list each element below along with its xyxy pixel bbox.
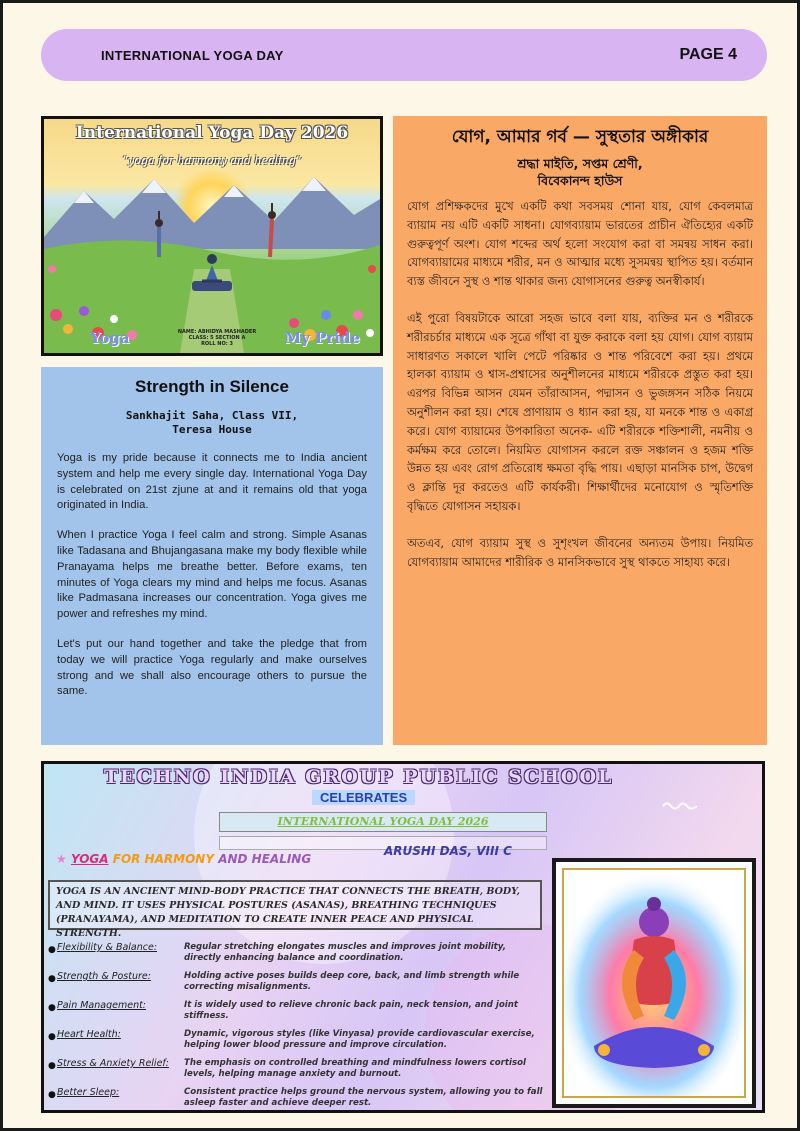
benefit-description: The emphasis on controlled breathing and mindfulness lowers cortisol levels, helping manage anxiety and burnout. — [184, 1058, 526, 1079]
benefit-name: Better Sleep: — [57, 1087, 120, 1098]
benefits-list — [48, 942, 548, 1113]
poster-subtitle: “yoga for harmony and healing” — [122, 154, 302, 167]
poster-left-caption: Yoga — [90, 329, 130, 347]
benefit-description: Consistent practice helps ground the nervous system, allowing you to fall asleep faster and achieve deeper rest. — [184, 1087, 543, 1108]
poster-name-line: ROLL NO: 3 — [201, 341, 233, 347]
theme-word: FOR HARMONY — [108, 852, 215, 866]
benefit-name: Flexibility & Balance: — [57, 942, 158, 953]
list-item — [48, 1029, 548, 1058]
theme-heading — [56, 852, 311, 866]
star-icon: ★ — [56, 852, 67, 866]
header-title: INTERNATIONAL YOGA DAY — [101, 47, 284, 63]
page-header — [41, 29, 767, 81]
yoga-day-poster — [41, 116, 383, 356]
english-article — [41, 367, 383, 745]
benefit-name: Pain Management: — [57, 1000, 147, 1011]
byline-line: বিবেকানন্দ হাউস — [537, 173, 623, 188]
school-name: TECHNO INDIA GROUP PUBLIC SCHOOL — [104, 766, 614, 788]
yoga-infographic — [41, 761, 765, 1113]
article-paragraph: Let's put our hand together and take the pledge that from today we will practice Yoga regularly and make ourselves strong and we shall also encourage others to pursue the same. — [57, 637, 367, 698]
bullet-icon: ● — [48, 1032, 56, 1042]
theme-word: AND HEALING — [214, 852, 312, 866]
list-item — [48, 971, 548, 1000]
article-paragraph: অতএব, যোগ ব্যায়াম সুস্থ ও সুশৃংখল জীবনের অন্যতম উপায়। নিয়মিত যোগব্যায়াম আমাদের শারীরিক ও মানসিকভাবে সুস্থ থাকতে সাহায্য করে। — [407, 535, 753, 569]
list-item — [48, 1058, 548, 1087]
meditation-artwork-frame — [552, 858, 756, 1108]
article-paragraph: এই পুরো বিষয়টাকে আরো সহজ ভাবে বলা যায়, ব্যক্তির মন ও শরীরকে শরীরচর্চার মাধ্যমে এক সূত্রে গাঁথা বা যুক্ত করাকে বলা হয় যোগ। যোগ ব্যায়াম সাধারণত সকালে খালি পেটে পরিষ্কার ও শান্ত পরিবেশে করা হয়। প্রথমে হালকা ব্যায়াম ও শ্বাস-প্রশ্বাসের অনুশীলনের মাধ্যমে শরীরকে প্রস্তুত করা হয়। এরপর বিভিন্ন আসন যেমন তাঁরাআসন, পদ্মাসন ও ভুজঙ্গসন সঠিক নিয়মে অনুশীলন করা হয়। শেষে প্রাণায়াম ও ধ্যান করা হয়, যা মনকে শান্ত ও একাগ্র করে। যোগ ব্যায়ামের উপকারিতা অনেক- এটি শরীরকে শক্তিশালী, নমনীয় ও কর্মক্ষম করে তোলে। নিয়মিত যোগাসন করলে রক্ত সঞ্চালন ও হজম শক্তি উন্নত হয় এবং রোগ প্রতিরোধ ক্ষমতা বৃদ্ধি পায়। এছাড়া মানসিক চাপ, উদ্বেগ ও ক্লান্তি দূর করতেও এটি কার্যকরী। শিক্ষার্থীদের মনোযোগ ও স্মৃতিশক্তি বৃদ্ধিতে যোগাসন সহায়ক। — [407, 310, 753, 513]
benefit-name: Strength & Posture: — [57, 971, 151, 982]
bullet-icon: ● — [48, 1090, 56, 1100]
article-title: Strength in Silence — [135, 377, 289, 396]
meditation-artwork — [562, 868, 746, 1098]
event-title: INTERNATIONAL YOGA DAY 2026 — [219, 812, 547, 832]
benefit-description: It is widely used to relieve chronic back pain, neck tension, and joint stiffness. — [184, 1000, 518, 1021]
poster-right-caption: My Pride — [284, 329, 360, 347]
article-title: যোগ, আমার গর্ব — সুস্থতার অঙ্গীকার — [451, 127, 709, 147]
poster-title: International Yoga Day 2026 — [75, 123, 349, 143]
celebrates-label: CELEBRATES — [312, 790, 415, 805]
benefit-description: Dynamic, vigorous styles (like Vinyasa) provide cardiovascular exercise, helping lower blood pressure and improve circulation. — [184, 1029, 535, 1050]
bullet-icon: ● — [48, 945, 56, 955]
byline-line: Sankhajit Saha, Class VII, — [125, 409, 299, 422]
article-paragraph: যোগ প্রশিক্ষকদের মুখে একটি কথা সবসময় শোনা যায়, যোগ কেবলমাত্র ব্যায়াম নয় এটি একটি সাধনা। যোগব্যায়াম ভারতের প্রাচীন ঐতিহ্যের একটি গুরুত্বপূর্ণ অংশ। যোগ শব্দের অর্থ হলো সংযোগ করা বা সমন্বয় সাধন করা। যোগব্যায়ামের মাধ্যমে শরীর, মন ও আত্মার মধ্যে সুসমন্বয় স্থাপিত হয়। বর্তমান ব্যস্ত জীবনে সুস্থ ও শান্ত থাকার জন্য যোগাসনের গুরুত্ব অনস্বীকার্য। — [407, 199, 753, 289]
byline-line: শ্রদ্ধা মাইতি, সপ্তম শ্রেণী, — [517, 156, 643, 171]
theme-word: YOGA — [70, 852, 109, 866]
article-byline — [57, 409, 367, 437]
newsletter-page — [3, 3, 797, 1128]
list-item — [48, 942, 548, 971]
benefit-description: Regular stretching elongates muscles and improves joint mobility, directly enhancing balance and coordination. — [184, 942, 506, 963]
bullet-icon: ● — [48, 1003, 56, 1013]
page-number: PAGE 4 — [679, 46, 737, 63]
article-byline — [407, 155, 753, 189]
poster-name-line: CLASS: 5 SECTION A — [188, 335, 246, 341]
list-item — [48, 1087, 548, 1113]
bullet-icon: ● — [48, 974, 56, 984]
benefit-name: Stress & Anxiety Relief: — [57, 1058, 169, 1069]
benefit-description: Holding active poses builds deep core, back, and limb strength while correcting misalignments. — [184, 971, 520, 992]
bengali-article — [393, 116, 767, 745]
byline-line: Teresa House — [172, 423, 252, 436]
squiggle-icon — [662, 800, 698, 810]
benefit-name: Heart Health: — [57, 1029, 121, 1040]
article-paragraph: Yoga is my pride because it connects me to India ancient system and help me every single day. International Yoga Day is celebrated on 21st zjune at and it remains old that yoga originated in India. — [57, 452, 367, 512]
list-item — [48, 1000, 548, 1029]
article-paragraph: When I practice Yoga I feel calm and strong. Simple Asanas like Tadasana and Bhujangasana make my body flexible while Pranayama helps me breathe better. Before exams, ten minutes of Yoga clears my mind and helps me focus. Asanas like Padmasana increases our concentration. Yoga gives me power and refreshes my mind. — [57, 529, 367, 621]
intro-text: YOGA IS AN ANCIENT MIND-BODY PRACTICE THAT CONNECTS THE BREATH, BODY, AND MIND. IT USES PHYSICAL POSTURES (ASANAS), BREATHING TECHNIQUES (PRANAYAMA), AND MEDITATION TO CREATE INNER PEACE AND PHYSICAL STRENGTH. — [48, 880, 542, 930]
poster-name-block — [162, 329, 272, 347]
poster-name-line: NAME: ABHIDYA MASHADER — [177, 329, 257, 335]
bullet-icon: ● — [48, 1061, 56, 1071]
meditation-figure-icon — [564, 870, 744, 1096]
author-name: ARUSHI DAS, VIII C — [384, 844, 512, 858]
